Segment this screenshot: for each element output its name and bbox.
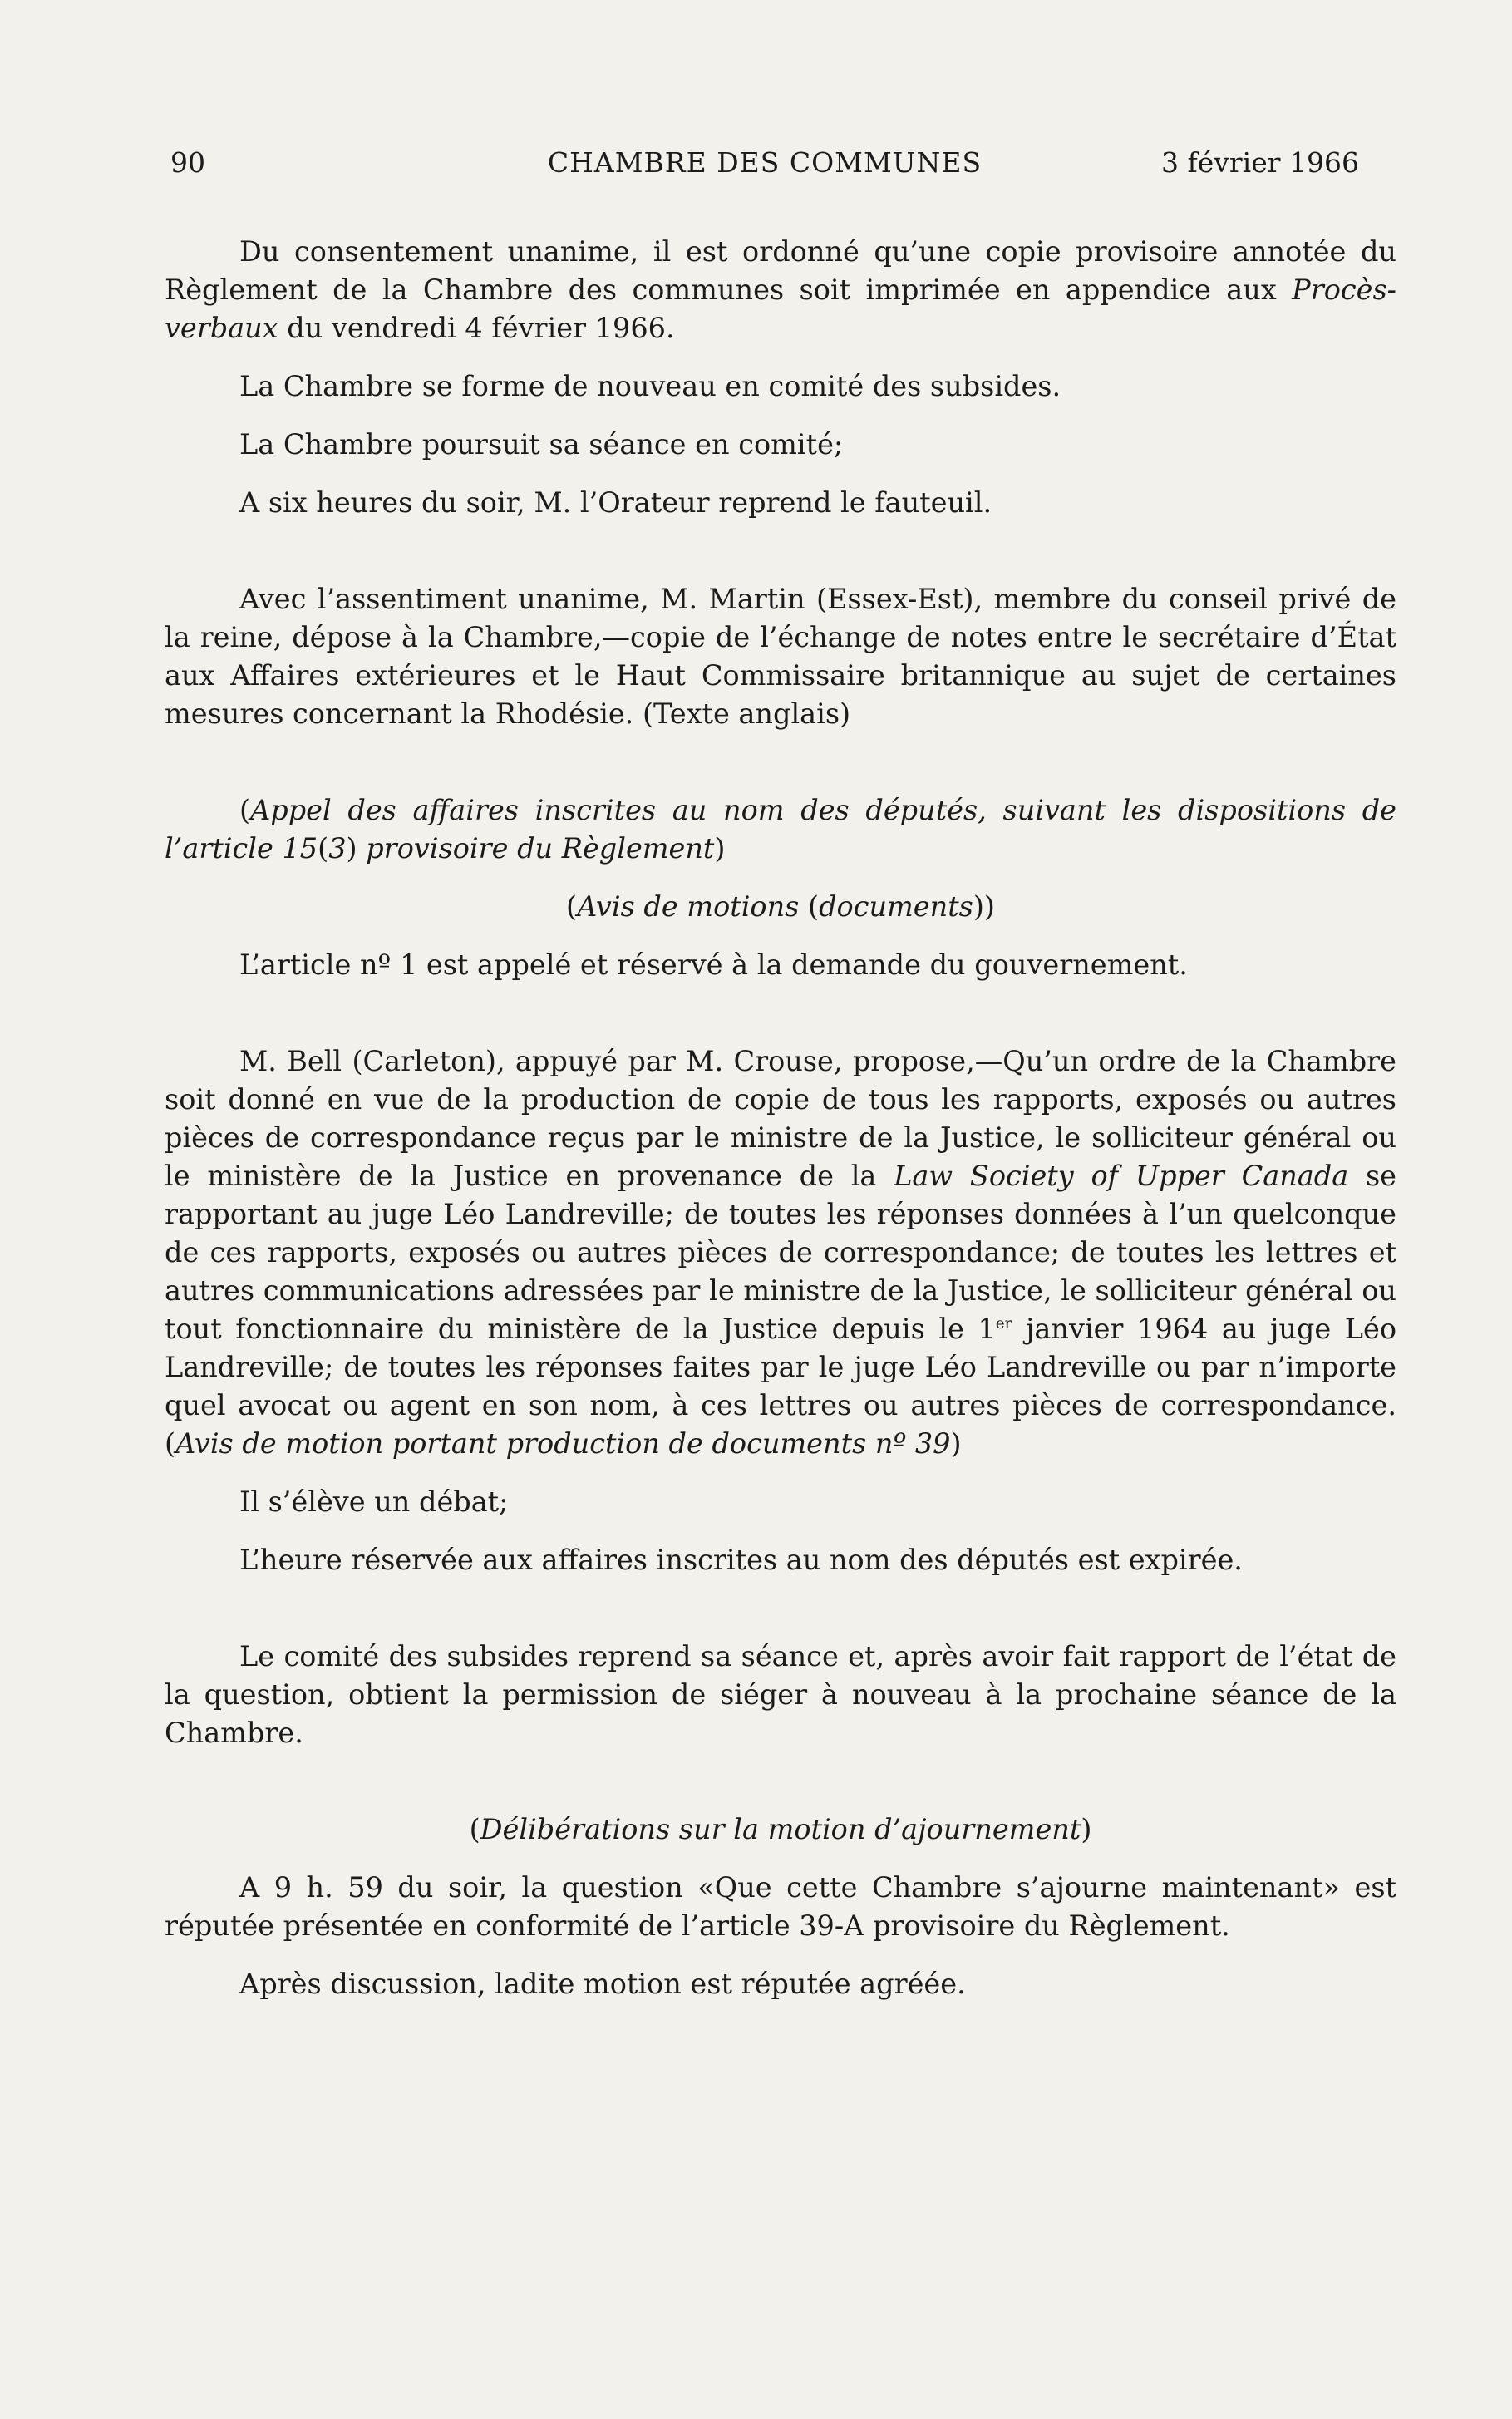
paragraph-appendix-order: Du consentement unanime, il est ordonné qu’une copie provisoire annotée du Règlement de la Chambre des communes soit imprimée en appendice aux Procès-verbaux du vendredi 4 février 1966. [165, 235, 1396, 344]
paragraph-supply-committee: La Chambre se forme de nouveau en comité des subsides. [239, 370, 1061, 402]
paragraph-adjournment-question: A 9 h. 59 du soir, la question «Que cette Chambre s’ajourne maintenant» est réputée présentée en conformité de l’article 39-A provisoire du Règlement. [165, 1871, 1396, 1942]
paragraph-debate: Il s’élève un débat; [239, 1485, 509, 1518]
paragraph-motion-agreed: Après discussion, ladite motion est réputée agréée. [239, 1968, 966, 2000]
header-date: 3 février 1966 [1161, 146, 1359, 179]
heading-notices-of-motion: (Avis de motions (documents)) [566, 890, 995, 923]
paragraph-rhodesia-notes: Avec l’assentiment unanime, M. Martin (Essex-Est), membre du conseil privé de la reine, dépose à la Chambre,—copie de l’échange de notes entre le secrétaire d’État aux Affaires extérieures et le Haut Commissaire britannique au sujet de certaines mesures concernant la Rhodésie. (Texte anglais) [165, 583, 1396, 730]
paragraph-sitting-continues: La Chambre poursuit sa séance en comité; [239, 428, 844, 461]
heading-private-members-business: (Appel des affaires inscrites au nom des députés, suivant les dispositions de l’article 15(3) provisoire du Règlement) [165, 794, 1396, 865]
page-number: 90 [170, 146, 205, 179]
paragraph-item-deferred: L’article nº 1 est appelé et réservé à la demande du gouvernement. [239, 948, 1188, 981]
page-body [165, 233, 1396, 2003]
running-title: CHAMBRE DES COMMUNES [547, 146, 983, 179]
paragraph-hour-expired: L’heure réservée aux affaires inscrites au nom des députés est expirée. [239, 1544, 1243, 1576]
paragraph-speaker-resumes: A six heures du soir, M. l’Orateur reprend le fauteuil. [239, 486, 992, 519]
paragraph-committee-report: Le comité des subsides reprend sa séance et, après avoir fait rapport de l’état de la question, obtient la permission de siéger à nouveau à la prochaine séance de la Chambre. [165, 1640, 1396, 1749]
heading-adjournment-proceedings: (Délibérations sur la motion d’ajournement) [469, 1813, 1092, 1845]
paragraph-bell-motion: M. Bell (Carleton), appuyé par M. Crouse, propose,—Qu’un ordre de la Chambre soit donné en vue de la production de copie de tous les rapports, exposés ou autres pièces de correspondance reçus par le ministre de la Justice, le solliciteur général ou le ministère de la Justice en provenance de la Law Society of Upper Canada se rapportant au juge Léo Landreville; de toutes les réponses données à l’un quelconque de ces rapports, exposés ou autres pièces de correspondance; de toutes les lettres et autres communications adressées par le ministre de la Justice, le solliciteur général ou tout fonctionnaire du ministère de la Justice depuis le 1er janvier 1964 au juge Léo Landreville; de toutes les réponses faites par le juge Léo Landreville ou par n’importe quel avocat ou agent en son nom, à ces lettres ou autres pièces de correspondance. (Avis de motion portant production de documents nº 39) [165, 1045, 1397, 1460]
